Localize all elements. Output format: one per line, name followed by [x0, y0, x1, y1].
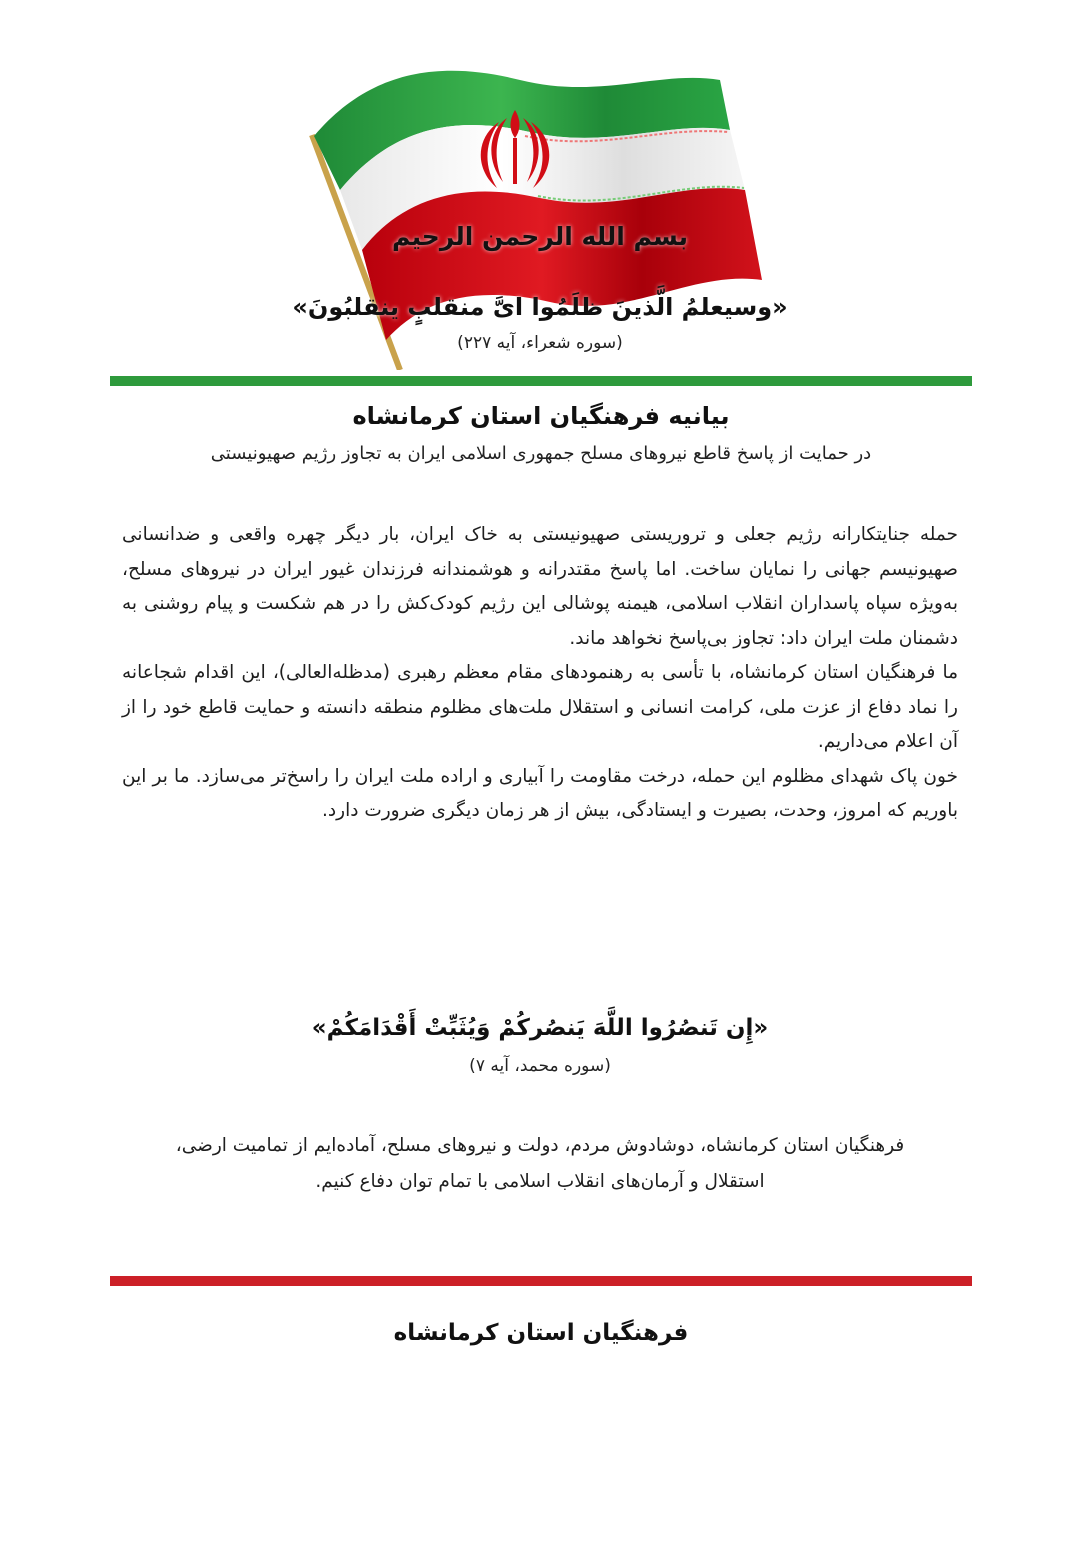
body-paragraph: ما فرهنگیان استان کرمانشاه، با تأسی به رهنمودهای مقام معظم رهبری (مدظله‌العالی)، این اقدام شجاعانه را نماد دفاع از عزت ملی، کرامت انسانی و استقلال ملت‌های مظلوم منطقه دانسته و حمایت قاطع خود را از آن اعلام می‌داریم. [122, 662, 958, 752]
closing-verse: «إِن تَنصُرُوا اللَّهَ یَنصُرکُمْ وَیُثَبِّتْ أَقْدَامَکُمْ» [311, 1015, 769, 1041]
closing-verse-reference: (سوره محمد، آیه ۷) [469, 1056, 611, 1076]
basmala: بسم الله الرحمن الرحیم [392, 222, 688, 251]
statement-subtitle: در حمایت از پاسخ قاطع نیروهای مسلح جمهوری اسلامی ایران به تجاوز رژیم صهیونیستی [210, 443, 872, 464]
green-divider [110, 376, 972, 386]
body-paragraph: خون پاک شهدای مظلوم این حمله، درخت مقاومت را آبیاری و اراده ملت ایران را راسخ‌تر می‌سازد. ما بر این باوریم که امروز، وحدت، بصیرت و ایستادگی، بیش از هر زمان دیگری ضرورت دارد. [122, 765, 958, 821]
signature: فرهنگیان استان کرمانشاه [393, 1320, 689, 1346]
statement-body [122, 518, 958, 829]
body-paragraph: حمله جنایتکارانه رژیم جعلی و تروریستی صهیونیستی به خاک ایران، بار دیگر چهره واقعی و ضدانسانی صهیونیسم جهانی را نمایان ساخت. اما پاسخ مقتدرانه و هوشمندانه فرزندان غیور ایران در نیروهای مسلح، به‌ویژه سپاه پاسداران انقلاب اسلامی، هیمنه پوشالی این رژیم کودک‌کش را در هم شکست و پیام روشنی به دشمنان ملت ایران داد: تجاوز بی‌پاسخ نخواهد ماند. [122, 524, 958, 649]
opening-verse: «وسیعلمُ الَّذینَ ظلَمُوا ایَّ منقلبٍ ینقلبُونَ» [292, 293, 788, 321]
opening-verse-reference: (سوره شعراء، آیه ۲۲۷) [457, 333, 623, 353]
statement-title: بیانیه فرهنگیان استان کرمانشاه [352, 402, 730, 430]
closing-text: فرهنگیان استان کرمانشاه، دوشادوش مردم، دولت و نیروهای مسلح، آماده‌ایم از تمامیت ارضی، استقلال و آرمان‌های انقلاب اسلامی با تمام توان دفاع کنیم. [175, 1135, 905, 1192]
red-divider [110, 1276, 972, 1286]
